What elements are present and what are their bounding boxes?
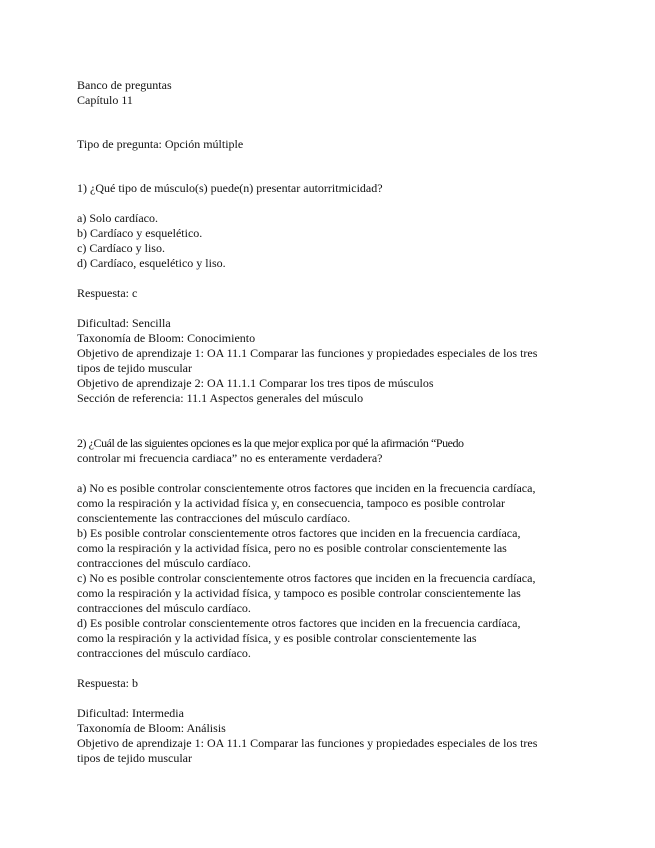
learning-objective-1-cont: tipos de tejido muscular: [77, 751, 192, 765]
option-d: d) Cardíaco, esquelético y liso.: [77, 256, 226, 270]
document-page: [77, 78, 577, 766]
question-1-stem: 1) ¿Qué tipo de músculo(s) puede(n) presentar autorritmicidad?: [77, 181, 383, 195]
bloom-taxonomy: Taxonomía de Bloom: Conocimiento: [77, 331, 256, 345]
question-2-options: [77, 481, 577, 661]
option-c-line-3: contracciones del músculo cardíaco.: [77, 601, 251, 615]
question-2-stem-line-2: controlar mi frecuencia cardiaca” no es enteramente verdadera?: [77, 451, 383, 465]
option-a-line-2: como la respiración y la actividad física y, en consecuencia, tampoco es posible controlar: [77, 496, 506, 510]
option-b-line-2: como la respiración y la actividad física, pero no es posible controlar conscientemente las: [77, 541, 507, 555]
answer-line: Respuesta: c: [77, 286, 138, 300]
question-type: Tipo de pregunta: Opción múltiple: [77, 137, 244, 151]
learning-objective-2: Objetivo de aprendizaje 2: OA 11.1.1 Comparar los tres tipos de músculos: [77, 376, 434, 390]
option-d-line-3: contracciones del músculo cardíaco.: [77, 646, 251, 660]
option-b-line-3: contracciones del músculo cardíaco.: [77, 556, 251, 570]
question-2-stem-line-1: 2) ¿Cuál de las siguientes opciones es la que mejor explica por qué la afirmación “Puedo: [77, 436, 464, 450]
question-1-metadata: [77, 316, 577, 406]
option-d-line-1: d) Es posible controlar conscientemente otros factores que inciden en la frecuencia cardíaca,: [77, 616, 521, 630]
question-2-metadata: [77, 706, 577, 766]
reference-section: Sección de referencia: 11.1 Aspectos generales del músculo: [77, 391, 364, 405]
difficulty: Dificultad: Sencilla: [77, 316, 171, 330]
learning-objective-1: Objetivo de aprendizaje 1: OA 11.1 Comparar las funciones y propiedades especiales de los tres: [77, 736, 538, 750]
option-a: a) Solo cardíaco.: [77, 211, 158, 225]
option-c-line-2: como la respiración y la actividad física, y tampoco es posible controlar conscientemente las: [77, 586, 521, 600]
document-title: Banco de preguntas: [77, 78, 172, 92]
option-a-line-1: a) No es posible controlar conscientemente otros factores que inciden en la frecuencia cardíaca,: [77, 481, 536, 495]
option-d-line-2: como la respiración y la actividad física, y es posible controlar conscientemente las: [77, 631, 477, 645]
difficulty: Dificultad: Intermedia: [77, 706, 184, 720]
question-2: [77, 436, 577, 766]
option-b: b) Cardíaco y esquelético.: [77, 226, 203, 240]
question-1-options: [77, 211, 577, 271]
option-c: c) Cardíaco y liso.: [77, 241, 165, 255]
question-1: [77, 181, 577, 406]
bloom-taxonomy: Taxonomía de Bloom: Análisis: [77, 721, 226, 735]
learning-objective-1-cont: tipos de tejido muscular: [77, 361, 192, 375]
option-a-line-3: conscientemente las contracciones del músculo cardíaco.: [77, 511, 351, 525]
answer-line: Respuesta: b: [77, 676, 138, 690]
option-b-line-1: b) Es posible controlar conscientemente otros factores que inciden en la frecuencia cardíaca,: [77, 526, 521, 540]
option-c-line-1: c) No es posible controlar conscientemente otros factores que inciden en la frecuencia cardíaca,: [77, 571, 536, 585]
chapter-label: Capítulo 11: [77, 93, 133, 107]
learning-objective-1: Objetivo de aprendizaje 1: OA 11.1 Comparar las funciones y propiedades especiales de los tres: [77, 346, 538, 360]
